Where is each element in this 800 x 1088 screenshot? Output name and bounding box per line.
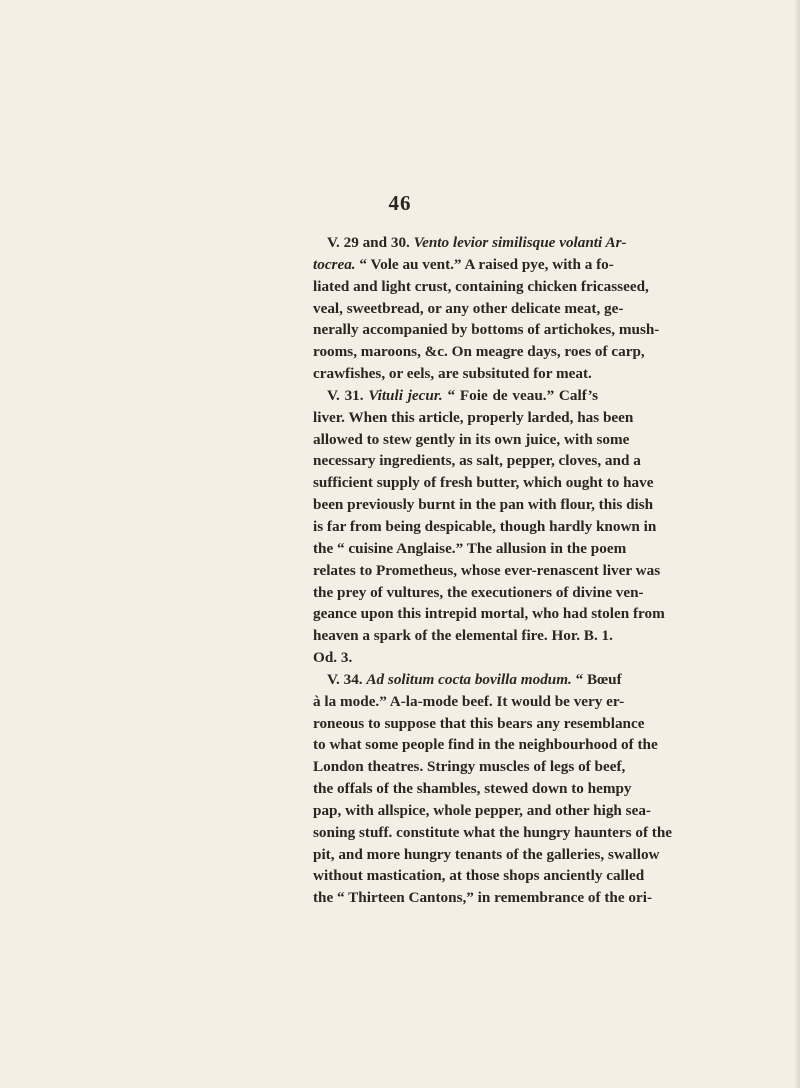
text-segment: liated and light crust, containing chicken fricasseed, <box>313 277 649 295</box>
text-line <box>313 756 626 778</box>
text-line <box>313 647 598 669</box>
text-segment: is far from being despicable, though hardly known in <box>313 517 657 535</box>
italic-text: Vento levior similisque volanti Ar- <box>413 234 627 251</box>
text-segment: been previously burnt in the pan with flour, this dish <box>313 496 654 514</box>
text-line <box>313 385 598 407</box>
text-line <box>313 319 660 341</box>
text-segment: sufficient supply of fresh butter, which ought to have <box>313 474 654 492</box>
text-segment: without mastication, at those shops anciently called <box>313 867 645 885</box>
text-segment: V. 29 and 30. <box>327 234 414 251</box>
text-line <box>313 429 630 451</box>
text-line <box>313 560 661 582</box>
text-line <box>313 232 627 254</box>
text-segment: to what some people find in the neighbourhood of the <box>313 736 658 754</box>
text-line <box>313 603 665 625</box>
text-line <box>313 713 645 735</box>
italic-text: Vituli jecur. <box>368 386 443 404</box>
text-line <box>313 341 645 363</box>
body-text <box>313 232 673 909</box>
text-segment: heaven a spark of the elemental fire. Hor. B. 1. <box>313 627 613 645</box>
text-line <box>313 254 614 276</box>
text-line <box>313 472 654 494</box>
text-line <box>313 625 613 647</box>
text-segment: “ Vole au vent.” A raised pye, with a fo- <box>355 255 614 273</box>
text-segment: soning stuff. constitute what the hungry haunters of the <box>313 823 673 841</box>
text-segment: geance upon this intrepid mortal, who had stolen from <box>313 605 665 623</box>
text-line <box>313 276 649 298</box>
text-line <box>313 669 622 691</box>
text-line <box>313 494 654 516</box>
text-segment: the “ cuisine Anglaise.” The allusion in the poem <box>313 539 627 557</box>
text-segment: the offals of the shambles, stewed down to hempy <box>313 780 632 798</box>
text-line <box>313 516 657 538</box>
text-segment: “ Bœuf <box>571 670 622 688</box>
text-segment: rooms, maroons, &c. On meagre days, roes of carp, <box>313 343 645 361</box>
text-segment: à la mode.” A-la-mode beef. It would be very er- <box>313 692 625 710</box>
text-segment: Od. 3. <box>313 649 353 667</box>
text-line <box>313 538 627 560</box>
text-segment: V. 31. <box>327 386 369 404</box>
text-line <box>313 822 673 844</box>
text-segment: “ Foie de veau.” Calf’s <box>442 386 599 404</box>
italic-text: tocrea. <box>313 255 356 273</box>
text-line <box>313 734 658 756</box>
text-line <box>313 865 645 887</box>
text-line <box>313 887 653 909</box>
page-number: 46 <box>388 191 412 215</box>
text-segment: relates to Prometheus, whose ever-renascent liver was <box>313 561 661 579</box>
text-line <box>313 800 651 822</box>
italic-text: Ad solitum cocta bovilla modum. <box>366 670 572 688</box>
text-segment: London theatres. Stringy muscles of legs of beef, <box>313 758 626 776</box>
text-line <box>313 298 624 320</box>
text-segment: V. 34. <box>327 670 367 688</box>
text-line <box>313 582 644 604</box>
text-segment: nerally accompanied by bottoms of artichokes, mush- <box>313 321 660 339</box>
text-segment: allowed to stew gently in its own juice, with some <box>313 430 630 448</box>
text-segment: the “ Thirteen Cantons,” in remembrance of the ori- <box>313 889 653 907</box>
text-line <box>313 450 641 472</box>
text-line <box>313 691 625 713</box>
text-segment: pap, with allspice, whole pepper, and other high sea- <box>313 801 651 819</box>
text-segment: crawfishes, or eels, are subsituted for meat. <box>313 365 592 383</box>
text-segment: veal, sweetbread, or any other delicate meat, ge- <box>313 299 624 317</box>
text-line <box>313 363 598 385</box>
text-line <box>313 407 634 429</box>
page-edge-shadow <box>794 0 800 1088</box>
text-line <box>313 844 660 866</box>
text-segment: necessary ingredients, as salt, pepper, cloves, and a <box>313 452 641 470</box>
text-segment: roneous to suppose that this bears any resemblance <box>313 714 645 732</box>
text-segment: the prey of vultures, the executioners of divine ven- <box>313 583 644 601</box>
text-segment: pit, and more hungry tenants of the galleries, swallow <box>313 845 660 863</box>
text-line <box>313 778 632 800</box>
text-segment: liver. When this article, properly larded, has been <box>313 408 634 426</box>
